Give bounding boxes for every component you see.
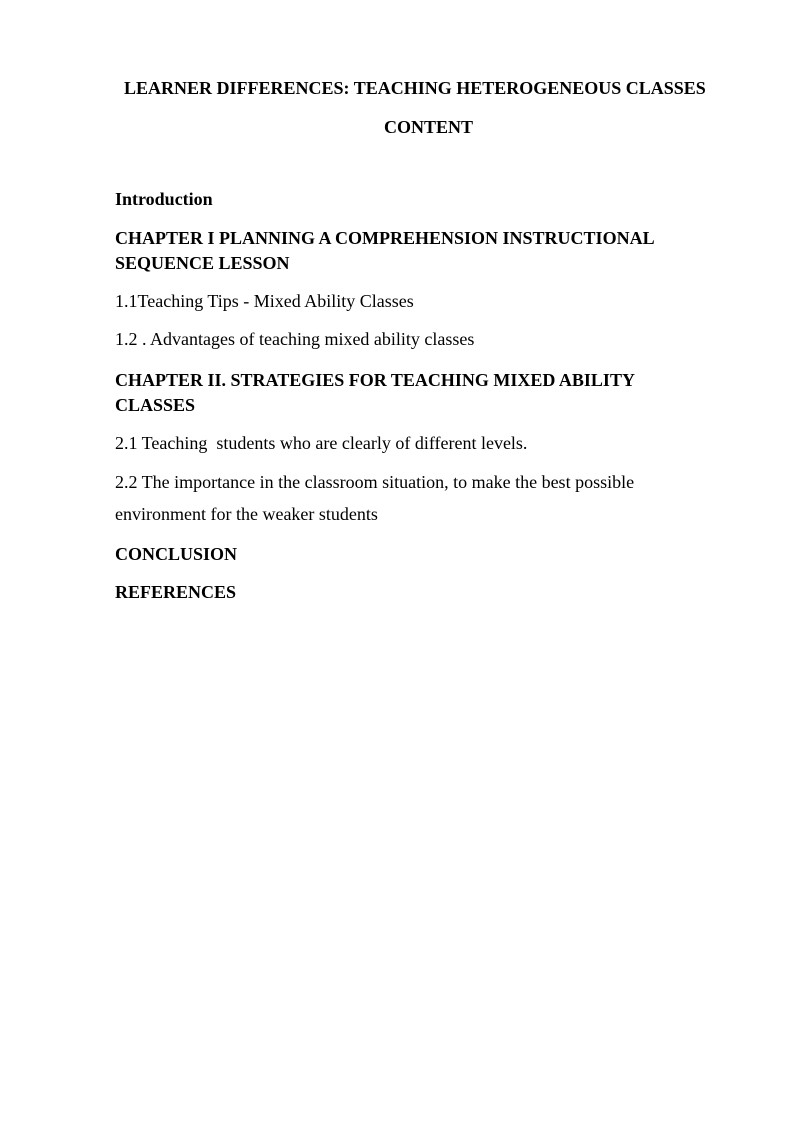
toc-references: REFERENCES bbox=[115, 582, 237, 602]
toc-item-2-2-line1: 2.2 The importance in the classroom situation, to make the best possible bbox=[115, 472, 635, 492]
toc-chapter2-line1: CHAPTER II. STRATEGIES FOR TEACHING MIXED ABILITY bbox=[115, 370, 635, 390]
toc-chapter1-line2: SEQUENCE LESSON bbox=[115, 253, 290, 273]
toc-chapter2-line2: CLASSES bbox=[115, 395, 196, 415]
toc-item-2-2-line2: environment for the weaker students bbox=[115, 504, 378, 524]
toc-item-1-1-number: 1.1 bbox=[115, 291, 138, 311]
toc-item-1-1 bbox=[115, 289, 414, 314]
content-heading: CONTENT bbox=[383, 117, 473, 137]
toc-introduction: Introduction bbox=[115, 189, 213, 209]
toc-item-2-1: 2.1 Teaching students who are clearly of different levels. bbox=[115, 433, 528, 453]
toc-chapter1-line1: CHAPTER I PLANNING A COMPREHENSION INSTRUCTIONAL bbox=[115, 228, 655, 248]
toc-item-1-1-text: Teaching Tips - Mixed Ability Classes bbox=[137, 291, 414, 311]
toc-conclusion: CONCLUSION bbox=[115, 544, 238, 564]
document-title: LEARNER DIFFERENCES: TEACHING HETEROGENEOUS CLASSES bbox=[124, 78, 706, 98]
toc-item-1-2: 1.2 . Advantages of teaching mixed ability classes bbox=[115, 329, 475, 349]
